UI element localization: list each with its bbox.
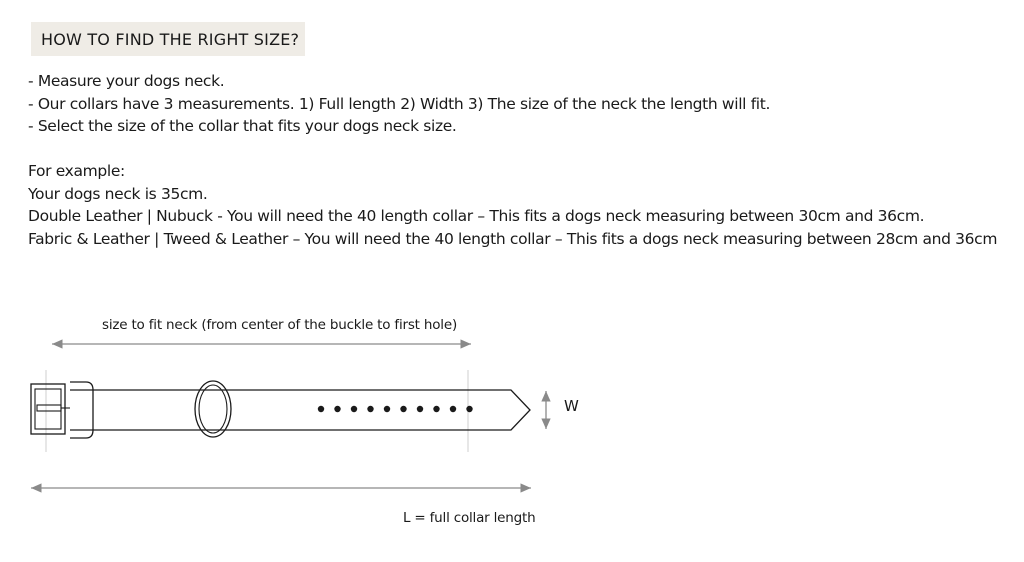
instruction-step: - Select the size of the collar that fits your dogs neck size. <box>28 117 457 135</box>
example-line: Your dogs neck is 35cm. <box>28 184 208 203</box>
length-label: L = full collar length <box>403 510 536 526</box>
instruction-step: - Our collars have 3 measurements. 1) Full length 2) Width 3) The size of the neck the length will fit. <box>28 94 771 113</box>
collar-strap <box>70 390 530 430</box>
example-line: Double Leather | Nubuck - You will need the 40 length collar – This fits a dogs neck measuring between 30cm and 36cm. <box>28 207 925 225</box>
strap-hole <box>450 406 456 412</box>
buckle-frame <box>31 384 65 434</box>
strap-hole <box>417 406 423 412</box>
strap-hole <box>384 406 390 412</box>
strap-hole <box>400 406 406 412</box>
width-label: W <box>564 397 579 415</box>
strap-hole <box>466 406 472 412</box>
page-title-text: HOW TO FIND THE RIGHT SIZE? <box>41 29 300 49</box>
strap-hole <box>334 406 340 412</box>
strap-hole <box>351 406 357 412</box>
example-heading: For example: <box>28 162 125 180</box>
example-line: Fabric & Leather | Tweed & Leather – You will need the 40 length collar – This fits a dogs neck measuring between 28cm and 36cm <box>28 229 998 248</box>
buckle-inner <box>35 389 61 429</box>
strap-hole <box>318 406 324 412</box>
neck-size-label: size to fit neck (from center of the buckle to first hole) <box>102 317 458 333</box>
strap-hole <box>433 406 439 412</box>
strap-hole <box>367 406 373 412</box>
d-ring-inner <box>199 385 227 433</box>
strap-holes <box>318 406 473 412</box>
buckle-bar <box>37 405 61 411</box>
instruction-step: - Measure your dogs neck. <box>28 72 225 90</box>
